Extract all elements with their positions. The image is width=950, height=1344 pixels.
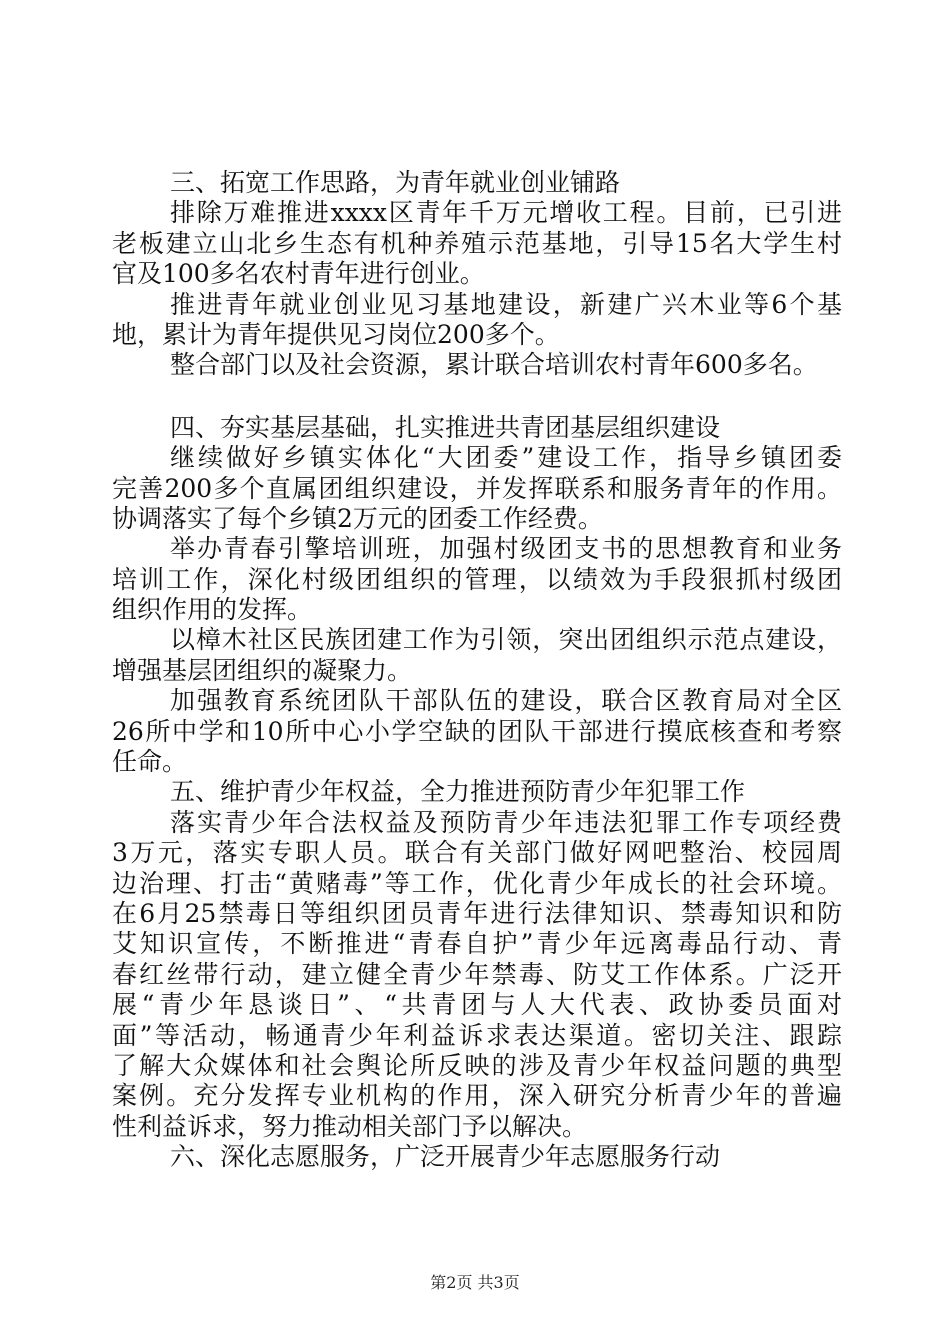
text-line: 以樟木社区民族团建工作为引领，突出团组织示范点建设， [170, 625, 842, 655]
text-line: 落实青少年合法权益及预防青少年违法犯罪工作专项经费 [170, 807, 842, 837]
text-line: 推进青年就业创业见习基地建设，新建广兴木业等6个基 [170, 289, 842, 319]
document-body [112, 168, 842, 1173]
text-line: 排除万难推进xxxx区青年千万元增收工程。目前，已引进 [170, 198, 842, 228]
text-line: 官及100多名农村青年进行创业。 [112, 259, 485, 289]
text-line: 地，累计为青年提供见习岗位200多个。 [112, 319, 560, 349]
text-line: 艾知识宣传，不断推进“青春自护”青少年远离毒品行动、青 [112, 929, 842, 959]
text-line: 3万元，落实专职人员。联合有关部门做好网吧整治、校园周 [112, 838, 842, 868]
text-line: 边治理、打击“黄赌毒”等工作，优化青少年成长的社会环境。 [112, 868, 842, 898]
text-line: 在6月25禁毒日等组织团员青年进行法律知识、禁毒知识和防 [112, 898, 842, 928]
text-line: 老板建立山北乡生态有机种养殖示范基地，引导15名大学生村 [112, 228, 842, 258]
text-line: 展“青少年恳谈日”、“共青团与人大代表、政协委员面对 [112, 990, 842, 1020]
text-line: 六、深化志愿服务，广泛开展青少年志愿服务行动 [170, 1142, 721, 1172]
text-line: 了解大众媒体和社会舆论所反映的涉及青少年权益问题的典型 [112, 1050, 842, 1080]
paragraph-gap [112, 381, 842, 413]
text-line: 整合部门以及社会资源，累计联合培训农村青年600多名。 [170, 350, 818, 380]
text-line: 继续做好乡镇实体化“大团委”建设工作，指导乡镇团委 [170, 443, 842, 473]
text-line: 春红丝带行动，建立健全青少年禁毒、防艾工作体系。广泛开 [112, 959, 842, 989]
text-line: 三、拓宽工作思路，为青年就业创业铺路 [170, 168, 621, 197]
text-line: 任命。 [112, 747, 188, 777]
text-line: 面”等活动，畅通青少年利益诉求表达渠道。密切关注、跟踪 [112, 1020, 842, 1050]
text-line: 完善200多个直属团组织建设，并发挥联系和服务青年的作用。 [112, 473, 842, 503]
text-line: 26所中学和10所中心小学空缺的团队干部进行摸底核查和考察 [112, 716, 842, 746]
text-line: 举办青春引擎培训班，加强村级团支书的思想教育和业务 [170, 534, 842, 564]
text-line: 四、夯实基层基础，扎实推进共青团基层组织建设 [170, 412, 721, 442]
text-line: 五、维护青少年权益，全力推进预防青少年犯罪工作 [170, 777, 746, 807]
text-line: 协调落实了每个乡镇2万元的团委工作经费。 [112, 503, 603, 533]
text-line: 组织作用的发挥。 [112, 595, 313, 625]
text-line: 培训工作，深化村级团组织的管理，以绩效为手段狠抓村级团 [112, 564, 842, 594]
text-line: 案例。充分发挥专业机构的作用，深入研究分析青少年的普遍 [112, 1081, 842, 1111]
text-line: 性利益诉求，努力推动相关部门予以解决。 [112, 1111, 588, 1141]
text-line: 增强基层团组织的凝聚力。 [112, 655, 413, 685]
page-footer: 第2页 共3页 [430, 1273, 520, 1292]
text-line: 加强教育系统团队干部队伍的建设，联合区教育局对全区 [170, 686, 842, 716]
